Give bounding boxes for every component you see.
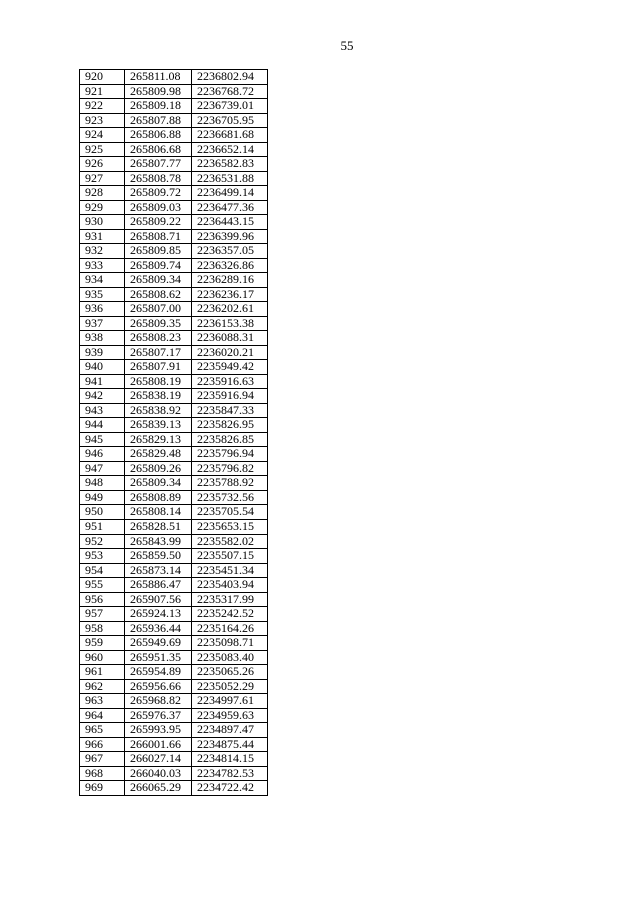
x-coordinate-cell: 265829.13: [125, 432, 192, 447]
point-number-cell: 953: [80, 549, 125, 564]
point-number-cell: 968: [80, 766, 125, 781]
point-number-cell: 935: [80, 287, 125, 302]
x-coordinate-cell: 265807.91: [125, 360, 192, 375]
y-coordinate-cell: 2236477.36: [192, 200, 268, 215]
y-coordinate-cell: 2235065.26: [192, 665, 268, 680]
x-coordinate-cell: 265976.37: [125, 708, 192, 723]
table-row: [80, 128, 268, 143]
point-number-cell: 936: [80, 302, 125, 317]
point-number-cell: 930: [80, 215, 125, 230]
x-coordinate-cell: 265809.34: [125, 476, 192, 491]
table-row: [80, 665, 268, 680]
x-coordinate-cell: 265809.98: [125, 84, 192, 99]
x-coordinate-cell: 265936.44: [125, 621, 192, 636]
table-row: [80, 447, 268, 462]
y-coordinate-cell: 2236399.96: [192, 229, 268, 244]
point-number-cell: 969: [80, 781, 125, 796]
x-coordinate-cell: 265954.89: [125, 665, 192, 680]
point-number-cell: 958: [80, 621, 125, 636]
y-coordinate-cell: 2236202.61: [192, 302, 268, 317]
y-coordinate-cell: 2234997.61: [192, 694, 268, 709]
x-coordinate-cell: 265808.14: [125, 505, 192, 520]
y-coordinate-cell: 2235788.92: [192, 476, 268, 491]
coordinates-table-body: [80, 70, 268, 796]
table-row: [80, 636, 268, 651]
table-row: [80, 331, 268, 346]
x-coordinate-cell: 265809.74: [125, 258, 192, 273]
table-row: [80, 287, 268, 302]
y-coordinate-cell: 2234875.44: [192, 737, 268, 752]
y-coordinate-cell: 2235949.42: [192, 360, 268, 375]
x-coordinate-cell: 265838.92: [125, 403, 192, 418]
x-coordinate-cell: 265808.62: [125, 287, 192, 302]
x-coordinate-cell: 265808.78: [125, 171, 192, 186]
y-coordinate-cell: 2236582.83: [192, 157, 268, 172]
y-coordinate-cell: 2235582.02: [192, 534, 268, 549]
point-number-cell: 951: [80, 519, 125, 534]
point-number-cell: 937: [80, 316, 125, 331]
point-number-cell: 920: [80, 70, 125, 85]
y-coordinate-cell: 2236153.38: [192, 316, 268, 331]
point-number-cell: 954: [80, 563, 125, 578]
y-coordinate-cell: 2236802.94: [192, 70, 268, 85]
table-row: [80, 505, 268, 520]
point-number-cell: 965: [80, 723, 125, 738]
table-row: [80, 186, 268, 201]
point-number-cell: 921: [80, 84, 125, 99]
x-coordinate-cell: 265809.18: [125, 99, 192, 114]
x-coordinate-cell: 265809.72: [125, 186, 192, 201]
point-number-cell: 945: [80, 432, 125, 447]
table-row: [80, 389, 268, 404]
point-number-cell: 962: [80, 679, 125, 694]
table-row: [80, 490, 268, 505]
table-row: [80, 650, 268, 665]
x-coordinate-cell: 266065.29: [125, 781, 192, 796]
y-coordinate-cell: 2235317.99: [192, 592, 268, 607]
y-coordinate-cell: 2235164.26: [192, 621, 268, 636]
y-coordinate-cell: 2236499.14: [192, 186, 268, 201]
point-number-cell: 966: [80, 737, 125, 752]
table-row: [80, 215, 268, 230]
y-coordinate-cell: 2235052.29: [192, 679, 268, 694]
x-coordinate-cell: 265956.66: [125, 679, 192, 694]
x-coordinate-cell: 265806.88: [125, 128, 192, 143]
y-coordinate-cell: 2236289.16: [192, 273, 268, 288]
y-coordinate-cell: 2236020.21: [192, 345, 268, 360]
point-number-cell: 959: [80, 636, 125, 651]
y-coordinate-cell: 2235916.63: [192, 374, 268, 389]
y-coordinate-cell: 2235916.94: [192, 389, 268, 404]
point-number-cell: 955: [80, 578, 125, 593]
y-coordinate-cell: 2235653.15: [192, 519, 268, 534]
y-coordinate-cell: 2235451.34: [192, 563, 268, 578]
x-coordinate-cell: 265811.08: [125, 70, 192, 85]
table-row: [80, 258, 268, 273]
x-coordinate-cell: 265828.51: [125, 519, 192, 534]
point-number-cell: 938: [80, 331, 125, 346]
table-row: [80, 345, 268, 360]
y-coordinate-cell: 2236326.86: [192, 258, 268, 273]
table-row: [80, 157, 268, 172]
table-row: [80, 534, 268, 549]
y-coordinate-cell: 2236705.95: [192, 113, 268, 128]
point-number-cell: 924: [80, 128, 125, 143]
point-number-cell: 933: [80, 258, 125, 273]
table-row: [80, 113, 268, 128]
y-coordinate-cell: 2235826.85: [192, 432, 268, 447]
table-row: [80, 360, 268, 375]
x-coordinate-cell: 265843.99: [125, 534, 192, 549]
point-number-cell: 929: [80, 200, 125, 215]
table-row: [80, 302, 268, 317]
point-number-cell: 950: [80, 505, 125, 520]
table-row: [80, 766, 268, 781]
table-row: [80, 563, 268, 578]
x-coordinate-cell: 266040.03: [125, 766, 192, 781]
table-row: [80, 621, 268, 636]
point-number-cell: 964: [80, 708, 125, 723]
x-coordinate-cell: 265907.56: [125, 592, 192, 607]
point-number-cell: 952: [80, 534, 125, 549]
x-coordinate-cell: 265808.71: [125, 229, 192, 244]
point-number-cell: 957: [80, 607, 125, 622]
y-coordinate-cell: 2236357.05: [192, 244, 268, 259]
y-coordinate-cell: 2234782.53: [192, 766, 268, 781]
point-number-cell: 926: [80, 157, 125, 172]
x-coordinate-cell: 266027.14: [125, 752, 192, 767]
y-coordinate-cell: 2236768.72: [192, 84, 268, 99]
x-coordinate-cell: 265808.19: [125, 374, 192, 389]
point-number-cell: 939: [80, 345, 125, 360]
table-row: [80, 737, 268, 752]
x-coordinate-cell: 265951.35: [125, 650, 192, 665]
y-coordinate-cell: 2234814.15: [192, 752, 268, 767]
y-coordinate-cell: 2235796.94: [192, 447, 268, 462]
x-coordinate-cell: 265839.13: [125, 418, 192, 433]
point-number-cell: 932: [80, 244, 125, 259]
point-number-cell: 934: [80, 273, 125, 288]
table-row: [80, 171, 268, 186]
x-coordinate-cell: 265949.69: [125, 636, 192, 651]
table-row: [80, 723, 268, 738]
y-coordinate-cell: 2235242.52: [192, 607, 268, 622]
point-number-cell: 967: [80, 752, 125, 767]
y-coordinate-cell: 2235826.95: [192, 418, 268, 433]
x-coordinate-cell: 265807.77: [125, 157, 192, 172]
x-coordinate-cell: 265873.14: [125, 563, 192, 578]
point-number-cell: 931: [80, 229, 125, 244]
table-row: [80, 694, 268, 709]
x-coordinate-cell: 265807.17: [125, 345, 192, 360]
table-row: [80, 708, 268, 723]
y-coordinate-cell: 2235847.33: [192, 403, 268, 418]
x-coordinate-cell: 265808.23: [125, 331, 192, 346]
point-number-cell: 943: [80, 403, 125, 418]
y-coordinate-cell: 2235098.71: [192, 636, 268, 651]
table-row: [80, 200, 268, 215]
y-coordinate-cell: 2235705.54: [192, 505, 268, 520]
y-coordinate-cell: 2234959.63: [192, 708, 268, 723]
x-coordinate-cell: 265838.19: [125, 389, 192, 404]
x-coordinate-cell: 265993.95: [125, 723, 192, 738]
table-row: [80, 244, 268, 259]
table-row: [80, 418, 268, 433]
table-row: [80, 70, 268, 85]
table-row: [80, 99, 268, 114]
point-number-cell: 941: [80, 374, 125, 389]
point-number-cell: 942: [80, 389, 125, 404]
table-row: [80, 476, 268, 491]
y-coordinate-cell: 2235732.56: [192, 490, 268, 505]
x-coordinate-cell: 265809.85: [125, 244, 192, 259]
point-number-cell: 963: [80, 694, 125, 709]
y-coordinate-cell: 2236681.68: [192, 128, 268, 143]
point-number-cell: 960: [80, 650, 125, 665]
y-coordinate-cell: 2235796.82: [192, 461, 268, 476]
table-row: [80, 461, 268, 476]
table-row: [80, 549, 268, 564]
point-number-cell: 922: [80, 99, 125, 114]
point-number-cell: 925: [80, 142, 125, 157]
table-row: [80, 607, 268, 622]
y-coordinate-cell: 2236531.88: [192, 171, 268, 186]
point-number-cell: 927: [80, 171, 125, 186]
point-number-cell: 928: [80, 186, 125, 201]
y-coordinate-cell: 2235083.40: [192, 650, 268, 665]
point-number-cell: 944: [80, 418, 125, 433]
point-number-cell: 940: [80, 360, 125, 375]
point-number-cell: 923: [80, 113, 125, 128]
y-coordinate-cell: 2234897.47: [192, 723, 268, 738]
point-number-cell: 947: [80, 461, 125, 476]
y-coordinate-cell: 2236236.17: [192, 287, 268, 302]
x-coordinate-cell: 265809.26: [125, 461, 192, 476]
table-row: [80, 781, 268, 796]
page-number: 55: [340, 38, 354, 53]
x-coordinate-cell: 265809.03: [125, 200, 192, 215]
x-coordinate-cell: 265924.13: [125, 607, 192, 622]
point-number-cell: 946: [80, 447, 125, 462]
table-row: [80, 229, 268, 244]
coordinates-table: [79, 69, 268, 796]
point-number-cell: 949: [80, 490, 125, 505]
x-coordinate-cell: 265807.88: [125, 113, 192, 128]
x-coordinate-cell: 265809.34: [125, 273, 192, 288]
y-coordinate-cell: 2236739.01: [192, 99, 268, 114]
point-number-cell: 961: [80, 665, 125, 680]
x-coordinate-cell: 265886.47: [125, 578, 192, 593]
table-row: [80, 84, 268, 99]
x-coordinate-cell: 265809.35: [125, 316, 192, 331]
point-number-cell: 948: [80, 476, 125, 491]
y-coordinate-cell: 2234722.42: [192, 781, 268, 796]
table-row: [80, 403, 268, 418]
table-row: [80, 273, 268, 288]
x-coordinate-cell: 265808.89: [125, 490, 192, 505]
table-row: [80, 316, 268, 331]
x-coordinate-cell: 265859.50: [125, 549, 192, 564]
table-row: [80, 592, 268, 607]
table-row: [80, 432, 268, 447]
x-coordinate-cell: 265807.00: [125, 302, 192, 317]
table-row: [80, 679, 268, 694]
x-coordinate-cell: 265806.68: [125, 142, 192, 157]
x-coordinate-cell: 265809.22: [125, 215, 192, 230]
y-coordinate-cell: 2235507.15: [192, 549, 268, 564]
y-coordinate-cell: 2236088.31: [192, 331, 268, 346]
table-row: [80, 752, 268, 767]
x-coordinate-cell: 265829.48: [125, 447, 192, 462]
x-coordinate-cell: 266001.66: [125, 737, 192, 752]
x-coordinate-cell: 265968.82: [125, 694, 192, 709]
y-coordinate-cell: 2235403.94: [192, 578, 268, 593]
y-coordinate-cell: 2236652.14: [192, 142, 268, 157]
table-row: [80, 519, 268, 534]
table-row: [80, 142, 268, 157]
y-coordinate-cell: 2236443.15: [192, 215, 268, 230]
point-number-cell: 956: [80, 592, 125, 607]
table-row: [80, 374, 268, 389]
table-row: [80, 578, 268, 593]
